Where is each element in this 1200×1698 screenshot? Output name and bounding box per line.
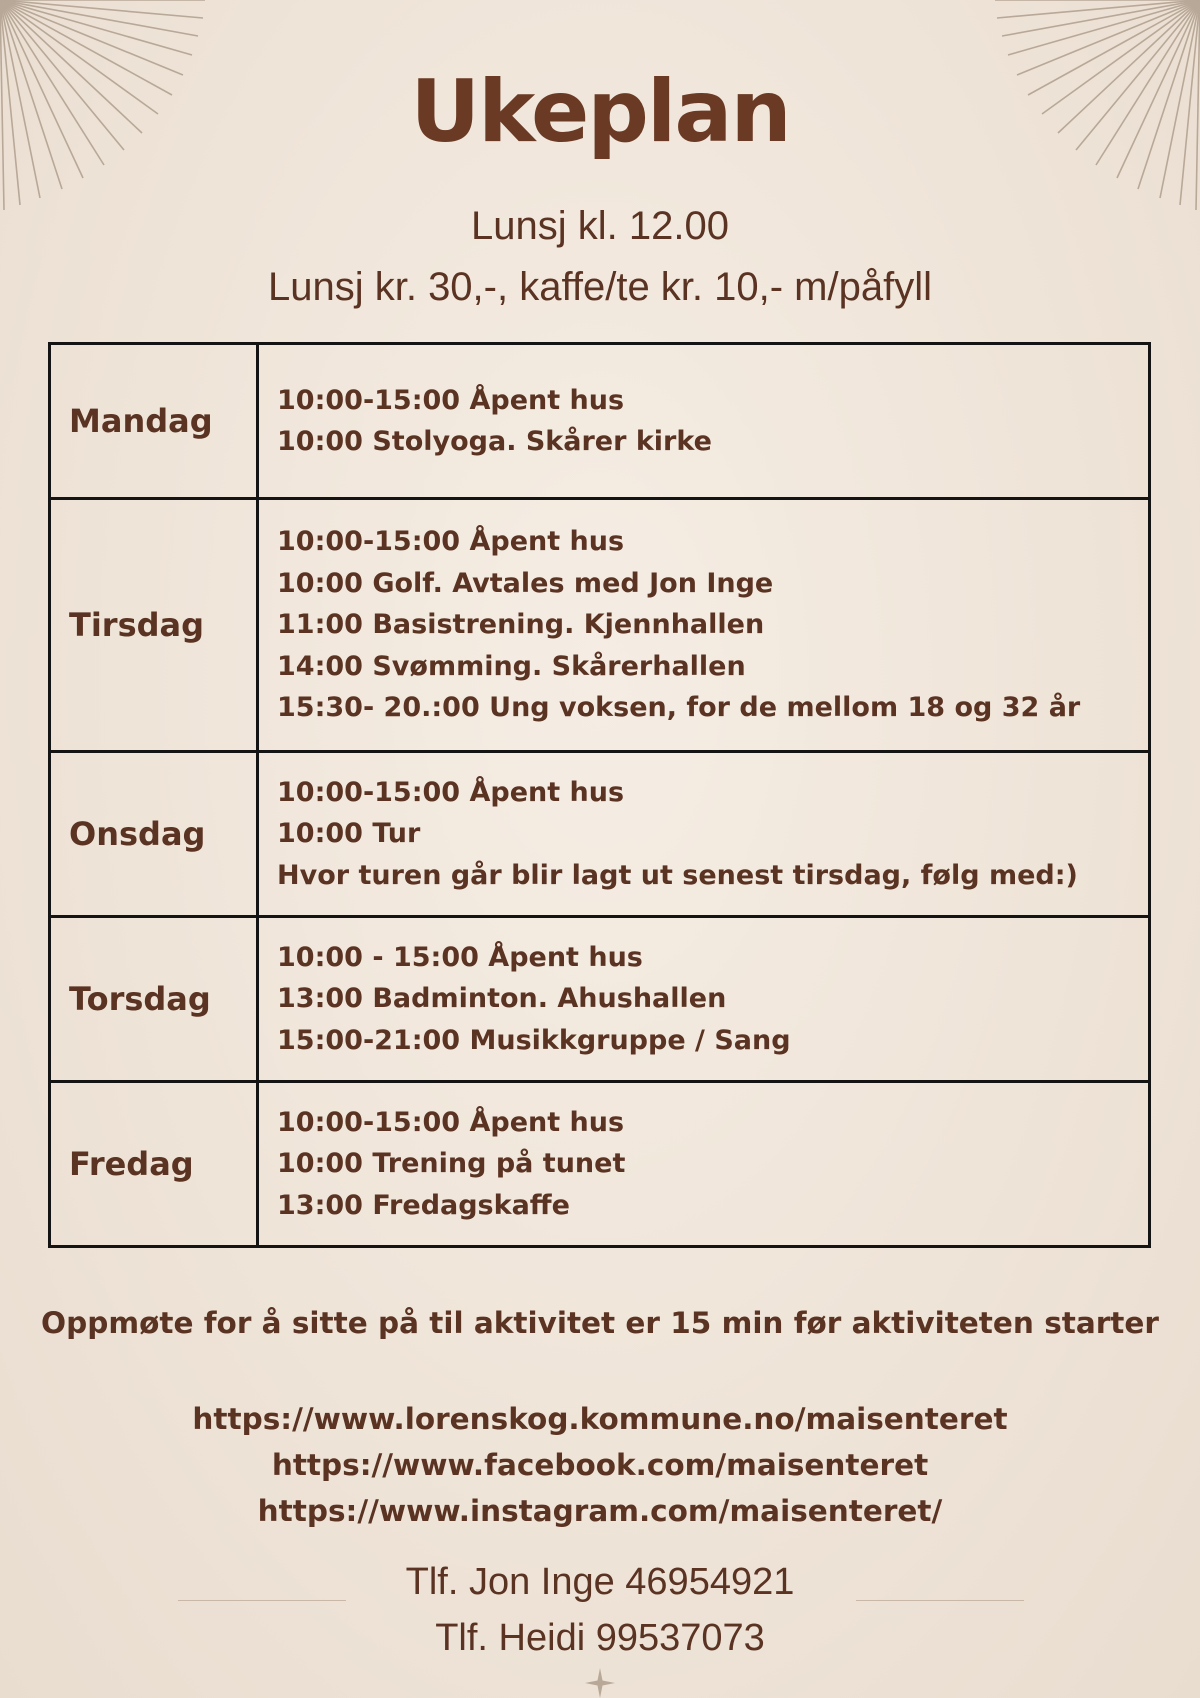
- weekly-schedule-table: [48, 342, 1151, 1248]
- day-label: Onsdag: [50, 752, 258, 917]
- activity-item: 10:00-15:00 Åpent hus: [277, 526, 625, 558]
- activity-item: 10:00 Trening på tunet: [277, 1148, 626, 1180]
- table-row: [50, 1082, 1150, 1247]
- table-row: [50, 344, 1150, 499]
- activities-cell: [258, 752, 1150, 917]
- activities-cell: [258, 344, 1150, 499]
- phone-jon-inge: Tlf. Jon Inge 46954921: [405, 1561, 795, 1603]
- page-title: Ukeplan: [410, 62, 790, 162]
- activities-cell: [258, 1082, 1150, 1247]
- price-info: Lunsj kr. 30,-, kaffe/te kr. 10,- m/påfyll: [267, 265, 932, 309]
- link-instagram[interactable]: https://www.instagram.com/maisenteret/: [257, 1494, 943, 1528]
- activity-item: 10:00 Golf. Avtales med Jon Inge: [277, 567, 774, 599]
- day-label: Mandag: [50, 344, 258, 499]
- table-row: [50, 499, 1150, 752]
- phone-heidi: Tlf. Heidi 99537073: [435, 1617, 765, 1659]
- activity-item: 11:00 Basistrening. Kjennhallen: [277, 609, 765, 641]
- activity-item: 10:00-15:00 Åpent hus: [277, 776, 625, 808]
- activity-item: 10:00-15:00 Åpent hus: [277, 1106, 625, 1138]
- attendance-note: Oppmøte for å sitte på til aktivitet er 15 min før aktiviteten starter: [41, 1306, 1159, 1340]
- activity-item: 10:00 Tur: [277, 818, 421, 850]
- activity-item: 10:00 Stolyoga. Skårer kirke: [277, 426, 712, 457]
- contact-info: [0, 1554, 1200, 1666]
- activity-item: 15:30- 20.:00 Ung voksen, for de mellom 18 og 32 år: [277, 692, 1081, 724]
- activity-item: 14:00 Svømming. Skårerhallen: [277, 650, 746, 682]
- activities-cell: [258, 499, 1150, 752]
- links-list: [0, 1396, 1200, 1534]
- day-label: Fredag: [50, 1082, 258, 1247]
- four-point-star-icon: [585, 1668, 615, 1698]
- table-row: [50, 917, 1150, 1082]
- activity-item: 10:00-15:00 Åpent hus: [277, 384, 625, 416]
- activity-item: 13:00 Badminton. Ahushallen: [277, 983, 727, 1015]
- link-lorenskog-kommune[interactable]: https://www.lorenskog.kommune.no/maisenteret: [192, 1402, 1008, 1436]
- lunch-time: Lunsj kl. 12.00: [471, 204, 729, 248]
- activity-item: 15:00-21:00 Musikkgruppe / Sang: [277, 1024, 791, 1056]
- table-row: [50, 752, 1150, 917]
- activity-item: Hvor turen går blir lagt ut senest tirsdag, følg med:): [277, 859, 1078, 891]
- activity-item: 10:00 - 15:00 Åpent hus: [277, 941, 643, 973]
- activity-item: 13:00 Fredagskaffe: [277, 1189, 570, 1221]
- day-label: Tirsdag: [50, 499, 258, 752]
- activities-cell: [258, 917, 1150, 1082]
- day-label: Torsdag: [50, 917, 258, 1082]
- link-facebook[interactable]: https://www.facebook.com/maisenteret: [271, 1448, 929, 1482]
